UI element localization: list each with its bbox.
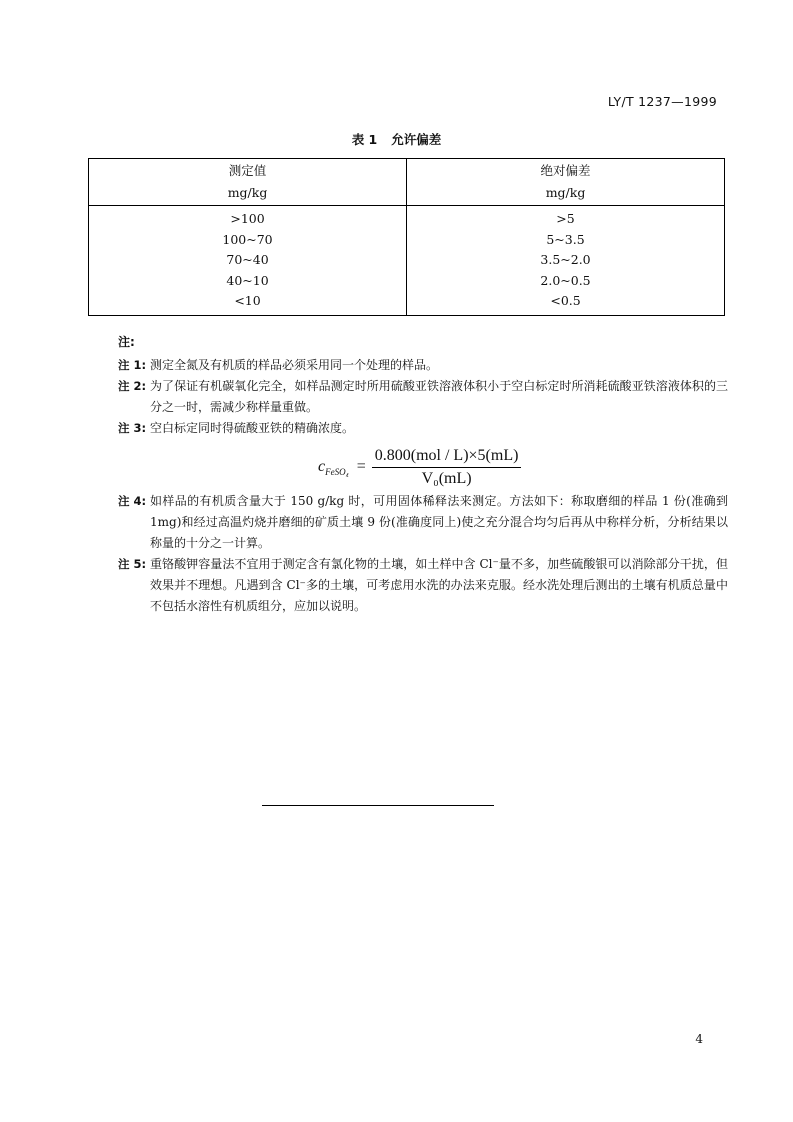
note-3	[118, 418, 728, 439]
table-cell: 70~40	[226, 252, 269, 267]
tolerance-table	[88, 158, 725, 316]
formula-subscript: FeSO₄	[325, 466, 349, 477]
note-text: 空白标定同时得硫酸亚铁的精确浓度。	[150, 421, 355, 435]
note-2	[118, 376, 728, 418]
column-unit: mg/kg	[545, 185, 586, 200]
note-4	[118, 491, 728, 554]
table-cell: 2.0~0.5	[407, 271, 725, 292]
end-rule	[262, 805, 494, 806]
table-cell: >5	[407, 206, 725, 230]
table-row	[89, 271, 725, 292]
note-text: 如样品的有机质含量大于 150 g/kg 时，可用固体稀释法来测定。方法如下：称取磨细的样品 1 份(准确到 1mg)和经过高温灼烧并磨细的矿质土壤 9 份(准确度同上)使之充分混合均匀后再从中称样分析，分析结果以称量的十分之一计算。	[150, 494, 728, 550]
formula-denominator: V₀(mL)	[421, 469, 472, 487]
note-5	[118, 554, 728, 617]
table-cell: 5~3.5	[407, 230, 725, 251]
column-unit: mg/kg	[227, 185, 268, 200]
table-caption: 允许偏差	[391, 132, 442, 147]
column-header-measured-value	[89, 159, 407, 206]
table-cell: >100	[230, 211, 265, 226]
note-text: 测定全氮及有机质的样品必须采用同一个处理的样品。	[150, 358, 439, 372]
note-text: 重铬酸钾容量法不宜用于测定含有氯化物的土壤，如土样中含 Cl⁻量不多，加些硫酸银可以消除部分干扰，但效果并不理想。凡遇到含 Cl⁻多的土壤，可考虑用水洗的办法来克服。经水洗处理后测出的土壤有机质总量中不包括水溶性有机质组分，应加以说明。	[150, 557, 728, 613]
formula-fraction	[372, 447, 522, 488]
column-header-absolute-deviation	[407, 159, 725, 206]
standard-number: LY/T 1237—1999	[607, 94, 717, 109]
concentration-formula	[318, 444, 521, 490]
table-row	[89, 291, 725, 315]
note-label: 注 4:	[118, 494, 147, 508]
table-cell: 40~10	[226, 272, 269, 288]
table-cell: <0.5	[407, 291, 725, 315]
formula-numerator: 0.800(mol / L)×5(mL)	[372, 447, 522, 468]
column-name: 测定值	[228, 163, 267, 178]
column-name: 绝对偏差	[540, 163, 591, 178]
note-label: 注 1:	[118, 358, 147, 372]
table-number: 表 1	[351, 132, 378, 147]
table-row	[89, 206, 725, 230]
table-cell: 3.5~2.0	[407, 250, 725, 271]
page-number: 4	[695, 1032, 703, 1046]
note-label: 注 2:	[118, 379, 147, 393]
table-cell: <10	[234, 293, 261, 308]
table-row	[89, 250, 725, 271]
note-1	[118, 355, 728, 376]
note-label: 注 3:	[118, 421, 147, 435]
note-label: 注 5:	[118, 557, 147, 571]
notes-heading: 注:	[118, 335, 135, 349]
formula-symbol: c	[318, 457, 326, 475]
note-text: 为了保证有机碳氧化完全，如样品测定时所用硫酸亚铁溶液体积小于空白标定时所消耗硫酸亚铁溶液体积的三分之一时，需减少称样量重做。	[150, 379, 728, 414]
formula-lhs	[318, 458, 349, 477]
table-row	[89, 230, 725, 251]
table-cell: 100~70	[222, 231, 273, 247]
formula-equals: =	[356, 458, 366, 475]
table-title	[0, 130, 793, 148]
